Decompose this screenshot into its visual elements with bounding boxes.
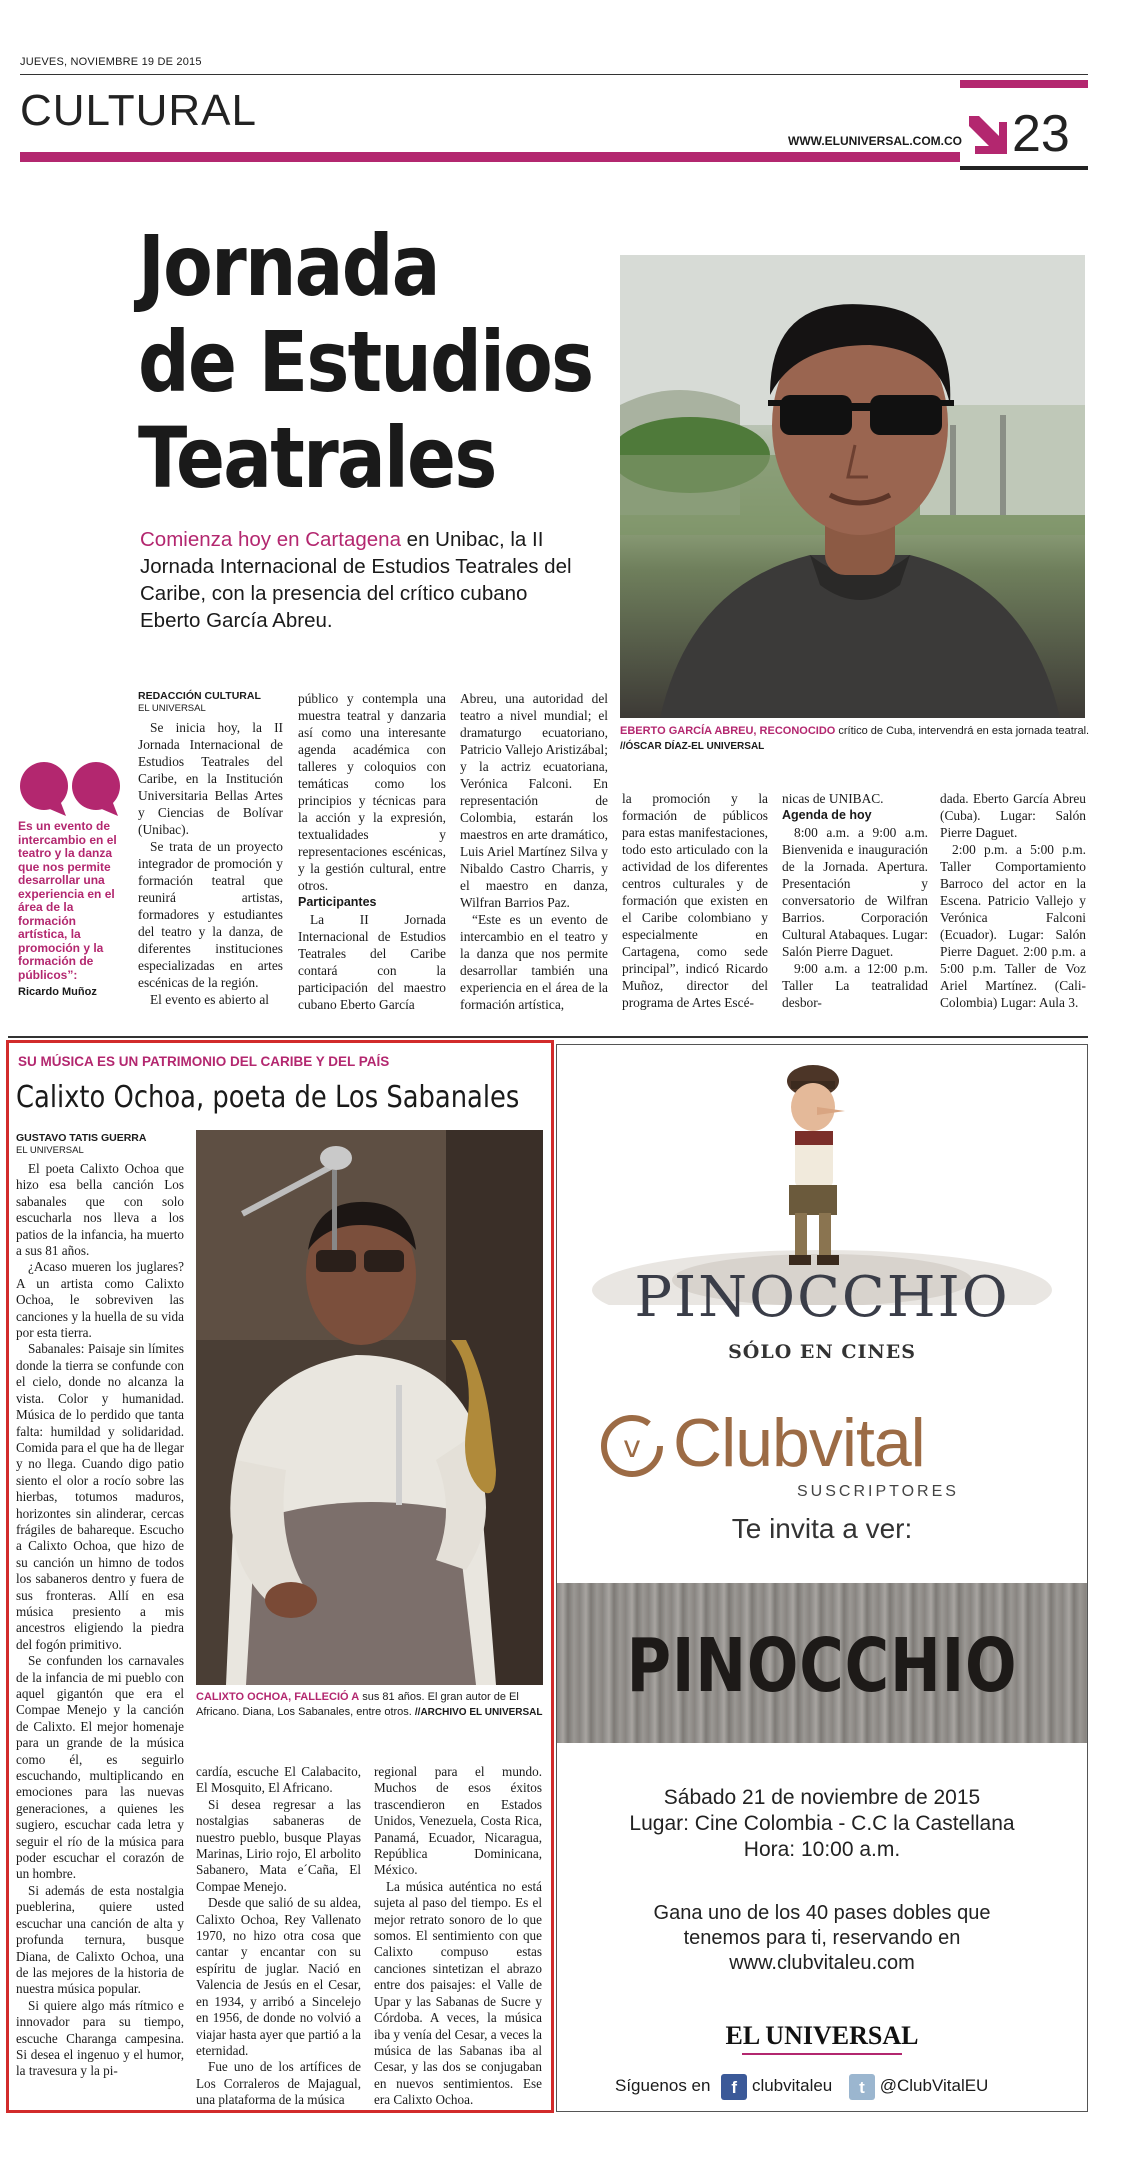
issue-date: JUEVES, NOVIEMBRE 19 DE 2015 [20,56,202,68]
calixto-mid-p2: Si desea regresar a las nostalgias sabaneras de nuestro pueblo, busque Playas Marinas, Lirio rojo, El arbolito Sabanero, Mata e´Caña, El Compae Menejo. [196,1796,361,1894]
singer-with-microphone-illustration [196,1130,543,1685]
main-column-5 [782,790,928,1011]
calixto-column-right [374,1764,542,2109]
calixto-mid-p4: Fue uno de los artífices de Los Corraleros de Majagual, una plataforma de la música [196,2059,361,2108]
main-col2-p2: La II Jornada Internacional de Estudios Teatrales del Caribe contará con la participación del maestro cubano Eberto García [298,912,446,1012]
newspaper-logo-underline [742,2053,902,2055]
main-col4-p1: la promoción y la formación de públicos para estas manifestaciones, todo esto articulado con la actividad de los diferentes centros culturales y de formación que existen en el Caribe colombiano y especialmente en Cartagena, como sede principal”, indicó Ricardo Muñoz, director del programa de Artes Escé- [622,791,768,1010]
main-col1-p3: El evento es abierto al [150,992,269,1007]
advertisement[interactable] [556,1044,1088,2112]
main-column-1 [138,690,283,1008]
main-col6-p2: 2:00 p.m. a 5:00 p.m. Taller Comportamiento Barroco del actor en la Escena. Patricio Vallejo y Verónica Falconi (Ecuador). Lugar: Salón Pierre Daguet. 2:00 p.m. a 5:00 p.m. Taller de Voz Ariel Martínez. (Cali-Colombia) Lugar: Aula 3. [940,842,1086,1010]
headline-line-2: de Estudios [138,313,593,411]
calixto-narrow-p4: Se confunden los carnavales de la infancia de mi pueblo con aquel gigantón que era el Compae Menejo y la canción de Calixto. El mejor homenaje para un grande de la música como él, es seguirlo escuchando, multiplicando en emociones para las nuevas generaciones, a quienes les sugiero, escuchar cada letra y seguir el río de la música para poder escuchar el corazón de un hombre. [16,1653,184,1882]
arrow-down-right-icon [965,112,1009,156]
calixto-narrow-p2: ¿Acaso mueren los juglares? A un artista como Calixto Ochoa, le sobreviven las canciones y la huella de su vida por esta tierra. [16,1259,184,1341]
social-row [615,2071,1085,2101]
calixto-mid-p3: Desde que salió de su aldea, Calixto Ochoa, Rey Vallenato 1970, no hizo otra cosa que cantar y encantar con su espíritu de juglar. Nació en Valencia de Jesús en el Cesar, en 1934, y arribó a Sincelejo en 1956, de donde no volvió a viajar hasta ayer que partió a la eternidad. [196,1895,361,2058]
calixto-kicker: SU MÚSICA ES UN PATRIMONIO DEL CARIBE Y DEL PAÍS [18,1054,390,1069]
main-photo-credit: //ÓSCAR DÍAZ-EL UNIVERSAL [620,741,765,752]
calixto-photo-caption [196,1690,548,1720]
headline-line-3: Teatrales [138,409,496,507]
page-number: 23 [1012,105,1070,163]
man-with-sunglasses-illustration [620,255,1085,718]
main-col1-p1: Se inicia hoy, la II Jornada Internacional de Estudios Teatrales del Caribe, en la Institución Universitaria Bellas Artes y Ciencias de Bolívar (Unibac). [138,720,283,837]
svg-text:v: v [623,1430,641,1465]
event-details [557,1785,1087,1863]
invite-text: Te invita a ver: [731,1513,913,1544]
event-date: Sábado 21 de noviembre de 2015 [663,1786,981,1809]
header-accent-top [960,80,1088,88]
banner-title: PINOCCHIO [626,1623,1018,1709]
pull-quote-author: Ricardo Muñoz [18,986,97,998]
main-col2-p1: público y contempla una muestra teatral y danzaria así como una interesante agenda académica con talleres y coloquios con temáticas como los principios y técnicas para la acción y la expresión, textualidades y representaciones escénicas, y la gestión cultural, entre otros. [298,691,446,893]
calixto-narrow-p6: Si quiere algo más rítmico e innovador para su tiempo, escuche Charanga campesina. Si desea el ingenuo y el humor, la travesura y la pi- [16,1997,184,2079]
calixto-byline: GUSTAVO TATIS GUERRA [16,1132,147,1144]
main-photo-caption [620,724,1090,754]
lead-paragraph [140,526,590,634]
main-col5-p2: 8:00 a.m. a 9:00 a.m. Bienvenida e inauguración de la Jornada. Apertura. Presentación y conversatorio de Wilfran Barrios. Corporación Cultural Atabaques. Lugar: Salón Pierre Daguet. [782,825,928,959]
section-divider [8,1036,1088,1038]
brand-subtitle: SUSCRIPTORES [797,1483,959,1500]
calixto-photo [196,1130,543,1685]
main-column-3 [460,690,608,1013]
calixto-narrow-p1: El poeta Calixto Ochoa que hizo esa bella canción Los sabanales que con solo escucharla nos lleva a los patios de la infancia, ha muerto a sus 81 años. [16,1161,184,1259]
calixto-narrow-p3: Sabanales: Paisaje sin límites donde la tierra se confunde con el cielo, donde no alcanza la vista. Color y humanidad. Música de lo perdido que tanta falta: humildad y solidaridad. Comida para el que ha de llegar y no llega. Cuando digo patio siento el olor a rocío sobre las hierbas, totumos maduros, horizontes sin alinderar, cercas frágiles de bahareque. Escucho a Calixto Ochoa, que hizo de su canción un himno de todos los sabaneros dentro y fuera de sus fronteras. Allí en esa música presiento a mis ancestros eligiendo la piedra del fogón primitivo. [16,1341,184,1652]
main-col5-p3: 9:00 a.m. a 12:00 p.m. Taller La teatralidad desbor- [782,961,928,1010]
header-rule-top [20,74,1088,75]
header-page-rule [960,166,1088,170]
main-col5-subhead: Agenda de hoy [782,808,872,822]
newspaper-logo: EL UNIVERSAL [725,2021,919,2050]
calixto-column-mid [196,1764,361,2109]
clubvital-logo-icon [599,1413,665,1479]
follow-label: Síguenos en [615,2076,711,2095]
promo-details [557,1901,1087,1976]
calixto-narrow-p5: Si además de esta nostalgia pueblerina, quiere usted escuchar una canción de alta y profunda ternura, busque Diana, de Calixto Ochoa, una de las mejores de la historia de nuestra música popular. [16,1882,184,1997]
main-photo-caption-text: crítico de Cuba, intervendrá en esta jornada teatral. [835,725,1090,737]
main-byline: REDACCIÓN CULTURAL [138,690,261,702]
main-photo [620,255,1085,718]
wood-banner [557,1583,1087,1743]
calixto-photo-credit: //ARCHIVO EL UNIVERSAL [414,1707,543,1718]
header-accent-bar [20,152,960,162]
headline [138,218,620,506]
calixto-right-p1: regional para el mundo. Muchos de esos éxitos trascendieron en Estados Unidos, Venezuela, Costa Rica, Panamá, Ecuador, Nicaragua, República Dominicana, México. [374,1764,542,1878]
calixto-column-narrow [16,1132,184,2080]
main-column-4 [622,790,768,1011]
website-url[interactable]: WWW.ELUNIVERSAL.COM.CO [788,134,962,148]
facebook-icon[interactable]: f [721,2074,747,2100]
main-col3-p1: Abreu, una autoridad del teatro a nivel mundial; el dramaturgo ecuatoriano, Patricio Vallejo Aristizábal; y la actriz ecuatoriana, Verónica Falconi. En representación de Colombia, estarán los maestros en arte dramático, Luis Ariel Martínez Silva y Nibaldo Castro Charris, y el maestro en danza, Wilfran Barrios Paz. [460,691,608,910]
promo-line-2: tenemos para ti, reservando en [683,1927,961,1949]
movie-title: PINOCCHIO [634,1265,1010,1330]
lead-rest: en Unibac, la II Jornada Internacional de Estudios Teatrales del Caribe, con la presencia del crítico cubano Eberto García Abreu. [140,528,572,632]
twitter-icon[interactable]: t [849,2074,875,2100]
section-title: CULTURAL [20,86,258,135]
brand-name: Clubvital [673,1405,925,1481]
calixto-photo-caption-text: sus 81 años. El gran autor de El Africano. Diana, Los Sabanales, entre otros. [196,1691,519,1718]
calixto-photo-caption-lead: CALIXTO OCHOA, FALLECIÓ A [196,1691,360,1703]
main-col3-p2: “Este es un evento de intercambio en el teatro y la danza que nos permite desarrollar también una experiencia en el área de la formación artística, [460,912,608,1012]
headline-line-1: Jornada [138,217,439,315]
main-byline-sub: EL UNIVERSAL [138,703,206,714]
main-col5-p1: nicas de UNIBAC. [782,791,884,806]
main-col1-p2: Se trata de un proyecto integrador de promoción y formación teatral que reunirá artistas, formadores y estudiantes del teatro y la danza, de diferentes instituciones especializadas en artes escénicas de la región. [138,839,283,990]
twitter-handle[interactable]: @ClubVitalEU [879,2076,989,2095]
calixto-title: Calixto Ochoa, poeta de Los Sabanales [16,1080,520,1115]
calixto-byline-sub: EL UNIVERSAL [16,1145,84,1156]
main-col6-p1: dada. Eberto García Abreu (Cuba). Lugar: Salón Pierre Daguet. [940,791,1086,840]
main-col2-subhead: Participantes [298,895,377,909]
promo-line-1: Gana uno de los 40 pases dobles que [653,1902,991,1924]
pull-quote: Es un evento de intercambio en el teatro y la danza que nos permite desarrollar una experiencia en el área de la formación artística, la promoción y la formación de públicos”: [18,819,117,982]
quote-mark-icon [20,760,120,816]
lead-highlight: Comienza hoy en Cartagena [140,528,401,551]
event-time: Hora: 10:00 a.m. [743,1838,901,1861]
calixto-right-p2: La música auténtica no está sujeta al paso del tiempo. Es el mejor retrato sonoro de lo que somos. El sentimiento con que Calixto compuso estas canciones sintetizan el abrazo entre dos paisajes: el Valle de Upar y las Sabanas de Sucre y Córdoba. A veces, la música iba y venía del Cesar, a veces la música de las Sabanas iba al Cesar, y las dos se conjugaban en nuevos sentimientos. Ese era Calixto Ochoa. [374,1878,542,2108]
main-column-2 [298,690,446,1013]
calixto-mid-p1: cardía, escuche El Calabacito, El Mosquito, El Africano. [196,1764,361,1796]
event-location: Lugar: Cine Colombia - C.C la Castellana [629,1812,1015,1835]
promo-url[interactable]: www.clubvitaleu.com [729,1952,915,1974]
main-column-6 [940,790,1086,1011]
main-photo-caption-lead: EBERTO GARCÍA ABREU, RECONOCIDO [620,725,836,737]
facebook-handle[interactable]: clubvitaleu [751,2076,833,2095]
movie-subtitle: SÓLO EN CINES [728,1341,916,1363]
